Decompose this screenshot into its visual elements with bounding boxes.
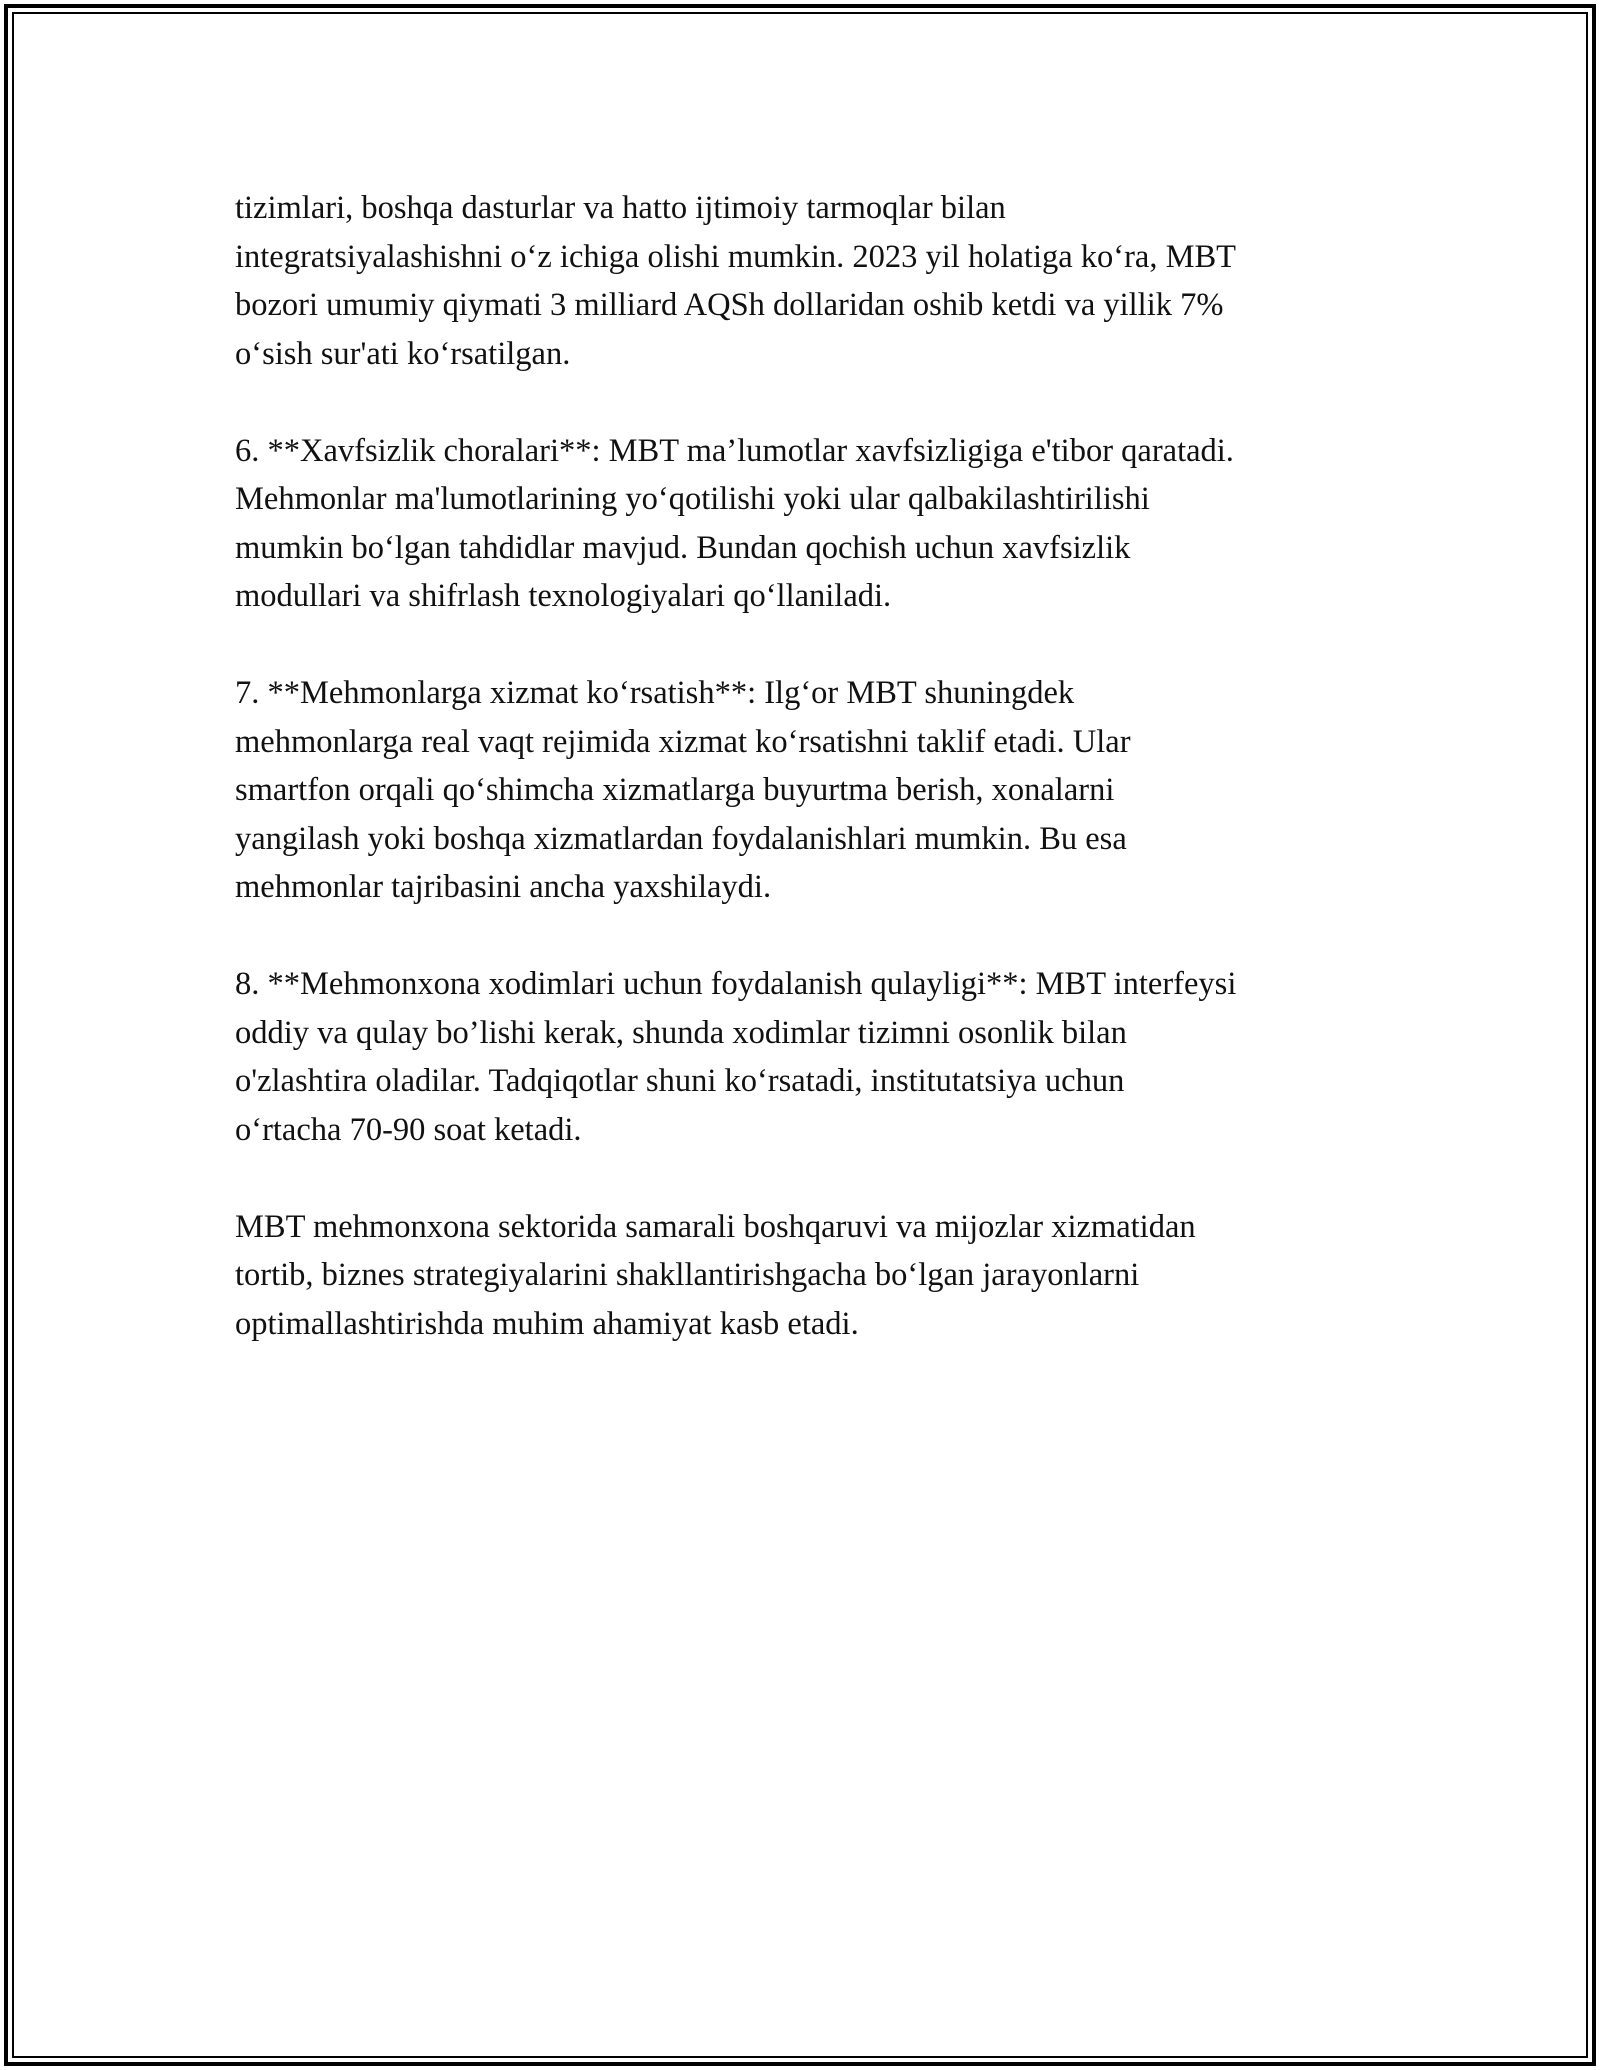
paragraph-conclusion: MBT mehmonxona sektorida samarali boshqaruvi va mijozlar xizmatidan tortib, biznes strategiyalarini shakllantirishgacha bo‘lgan jarayonlarni optimallashtirishda muhim ahamiyat kasb etadi. [235, 1208, 1196, 1342]
paragraph-guest-services: 7. **Mehmonlarga xizmat ko‘rsatish**: Ilg‘or MBT shuningdek mehmonlarga real vaqt rejimida xizmat ko‘rsatishni taklif etadi. Ular smartfon orqali qo‘shimcha xizmatlarga buyurtma berish, xonalarni yangilash yoki boshqa xizmatlardan foydalanishlari mumkin. Bu esa mehmonlar tajribasini ancha yaxshilaydi. [235, 675, 1131, 905]
document-body [235, 184, 1395, 1348]
paragraph-integration-market: tizimlari, boshqa dasturlar va hatto ijtimoiy tarmoqlar bilan integratsiyalashishni o‘z ichiga olishi mumkin. 2023 yil holatiga ko‘ra, MBT bozori umumiy qiymati 3 milliard AQSh dollaridan oshib ketdi va yillik 7% o‘sish sur'ati ko‘rsatilgan. [235, 190, 1237, 372]
paragraph-security-measures: 6. **Xavfsizlik choralari**: MBT ma’lumotlar xavfsizligiga e'tibor qaratadi. Mehmonlar ma'lumotlarining yo‘qotilishi yoki ular qalbakilashtirilishi mumkin bo‘lgan tahdidlar mavjud. Bundan qochish uchun xavfsizlik modullari va shifrlash texnologiyalari qo‘llaniladi. [235, 432, 1234, 614]
paragraph-staff-usability: 8. **Mehmonxona xodimlari uchun foydalanish qulayligi**: MBT interfeysi oddiy va qulay bo’lishi kerak, shunda xodimlar tizimni osonlik bilan o'zlashtira oladilar. Tadqiqotlar shuni ko‘rsatadi, institutatsiya uchun o‘rtacha 70-90 soat ketadi. [235, 966, 1237, 1148]
